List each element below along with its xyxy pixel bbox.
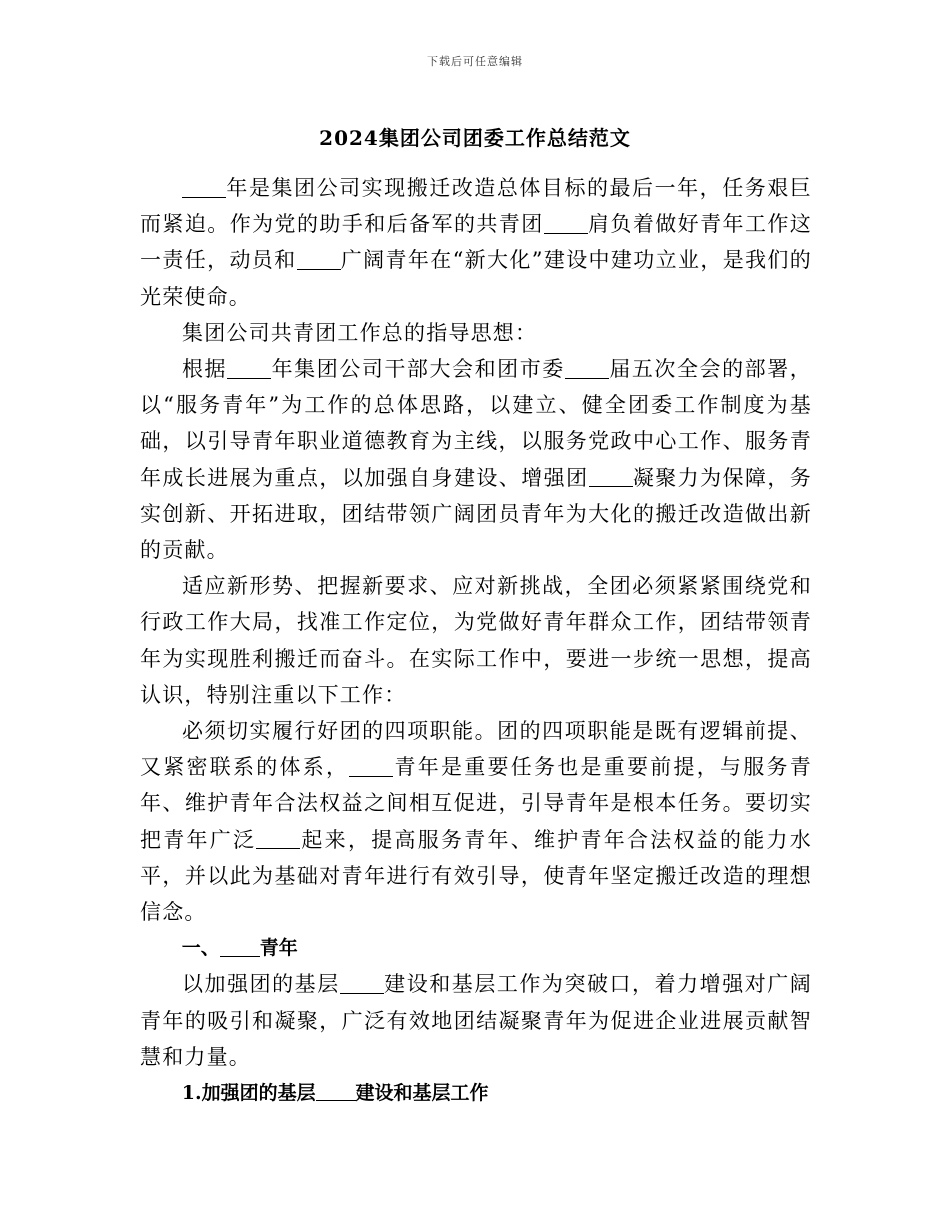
header-note: 下载后可任意编辑 xyxy=(427,55,523,68)
text-segment: 肩负着做好青年工作这一责任，动员和 xyxy=(140,212,812,273)
blank-underline xyxy=(589,465,633,487)
blank-underline xyxy=(340,972,384,994)
blank-underline xyxy=(297,248,341,270)
text-segment: 年是集团公司实现搬迁改造总体目标的最后一年，任务艰巨而紧迫。作为党的助手和后备军的共青团 xyxy=(140,176,812,237)
section-heading xyxy=(140,930,812,966)
text-segment: 必须切实履行好团的四项职能。团的四项职能是既有逻辑前提、又紧密联系的体系， xyxy=(140,719,812,780)
text-segment: 集团公司共青团工作总的指导思想： xyxy=(182,320,538,345)
blank-underline xyxy=(349,755,393,777)
blank-underline xyxy=(544,212,588,234)
blank-underline xyxy=(220,937,260,957)
text-segment: 届五次全会的部署，以“服务青年”为工作的总体思路，以建立、健全团委工作制度为基础，以引导青年职业道德教育为主线，以服务党政中心工作、服务青年成长进展为重点，以加强自身建设、增强团 xyxy=(140,357,812,490)
blank-underline xyxy=(227,357,271,379)
text-segment: 广阔青年在“新大化”建设中建功立业，是我们的光荣使命。 xyxy=(140,248,812,309)
text-segment: 青年是重要任务也是重要前提，与服务青年、维护青年合法权益之间相互促进，引导青年是根本任务。要切实把青年广泛 xyxy=(140,755,812,852)
body-paragraph xyxy=(140,568,812,713)
text-segment: 适应新形势、把握新要求、应对新挑战，全团必须紧紧围绕党和行政工作大局，找准工作定位，为党做好青年群众工作，团结带领青年为实现胜利搬迁而奋斗。在实际工作中，要进一步统一思想，提高认识，特别注重以下工作： xyxy=(140,574,812,707)
text-segment: 根据 xyxy=(182,357,228,382)
text-segment: 年集团公司干部大会和团市委 xyxy=(271,357,565,382)
body-paragraph xyxy=(140,170,812,315)
blank-underline xyxy=(182,176,226,198)
text-segment: 以加强团的基层 xyxy=(182,972,340,997)
text-segment: 凝聚力为保障，务实创新、开拓进取，团结带领广阔团员青年为大化的搬迁改造做出新的贡献。 xyxy=(140,465,812,563)
text-segment: 1.加强团的基层 xyxy=(181,1082,316,1105)
text-segment: 建设和基层工作 xyxy=(355,1082,489,1105)
text-segment: 一、 xyxy=(181,937,220,960)
text-segment: 建设和基层工作为突破口，着力增强对广阔青年的吸引和凝聚，广泛有效地团结凝聚青年为促进企业进展贡献智慧和力量。 xyxy=(140,972,812,1069)
text-segment: 青年 xyxy=(259,937,298,960)
body-paragraph xyxy=(140,713,812,930)
document-body xyxy=(140,170,812,1111)
blank-underline xyxy=(565,357,609,379)
body-paragraph xyxy=(140,315,812,351)
body-paragraph xyxy=(140,966,812,1075)
blank-underline xyxy=(316,1081,356,1101)
body-paragraph xyxy=(140,351,812,568)
blank-underline xyxy=(256,827,300,849)
document-title: 2024集团公司团委工作总结范文 xyxy=(319,126,631,150)
text-segment: 起来，提高服务青年、维护青年合法权益的能力水平，并以此为基础对青年进行有效引导，使青年坚定搬迁改造的理想信念。 xyxy=(140,827,812,925)
section-heading xyxy=(140,1075,812,1111)
